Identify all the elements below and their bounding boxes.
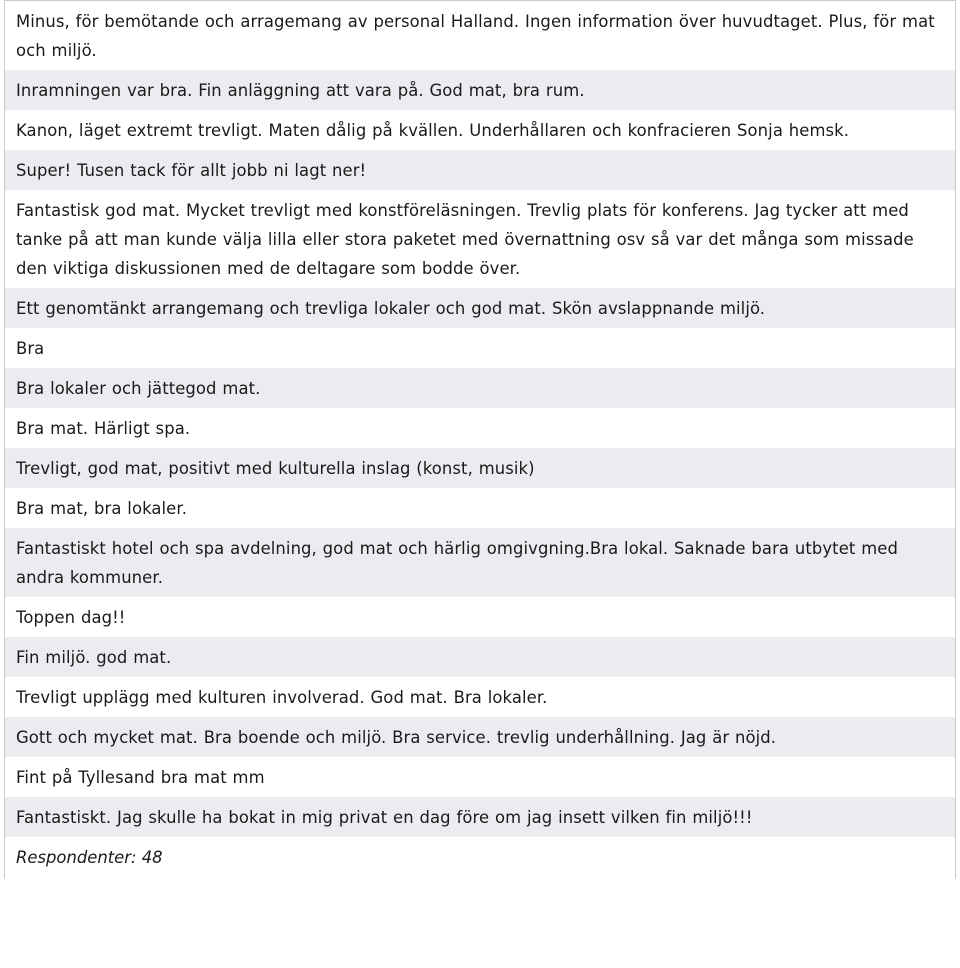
list-item: Trevligt upplägg med kulturen involverad. God mat. Bra lokaler. [16, 688, 548, 707]
responses-table [4, 0, 956, 879]
list-item: Bra lokaler och jättegod mat. [5, 368, 955, 408]
list-item: Kanon, läget extremt trevligt. Maten dålig på kvällen. Underhållaren och konfracieren Sonja hemsk. [16, 121, 850, 140]
list-item: Bra [16, 339, 45, 358]
list-item: Toppen dag!! [16, 608, 126, 627]
list-item: Fin miljö. god mat. [5, 637, 955, 677]
list-item: Inramningen var bra. Fin anläggning att vara på. God mat, bra rum. [5, 70, 955, 110]
list-item: Super! Tusen tack för allt jobb ni lagt ner! [5, 150, 955, 190]
respondent-count: Respondenter: 48 [16, 848, 163, 867]
list-item: Fantastiskt hotel och spa avdelning, god mat och härlig omgivgning.Bra lokal. Saknade bara utbytet med andra kommuner. [5, 528, 955, 597]
responses-list [5, 1, 955, 837]
list-item: Fantastisk god mat. Mycket trevligt med konstföreläsningen. Trevlig plats för konferens. Jag tycker att med tanke på att man kunde välja lilla eller stora paketet med övernattning osv så var det många som missade den viktiga diskussionen med de deltagare som bodde över. [16, 201, 914, 278]
list-item: Ett genomtänkt arrangemang och trevliga lokaler och god mat. Skön avslappnande miljö. [5, 288, 955, 328]
list-item: Fantastiskt. Jag skulle ha bokat in mig privat en dag före om jag insett vilken fin miljö!!! [5, 797, 955, 837]
list-item: Minus, för bemötande och arragemang av personal Halland. Ingen information över huvudtaget. Plus, för mat och miljö. [16, 12, 935, 60]
list-item: Trevligt, god mat, positivt med kulturella inslag (konst, musik) [5, 448, 955, 488]
list-item: Fint på Tyllesand bra mat mm [16, 768, 265, 787]
list-item: Bra mat, bra lokaler. [16, 499, 188, 518]
list-item: Bra mat. Härligt spa. [16, 419, 191, 438]
list-item: Gott och mycket mat. Bra boende och miljö. Bra service. trevlig underhållning. Jag är nöjd. [5, 717, 955, 757]
